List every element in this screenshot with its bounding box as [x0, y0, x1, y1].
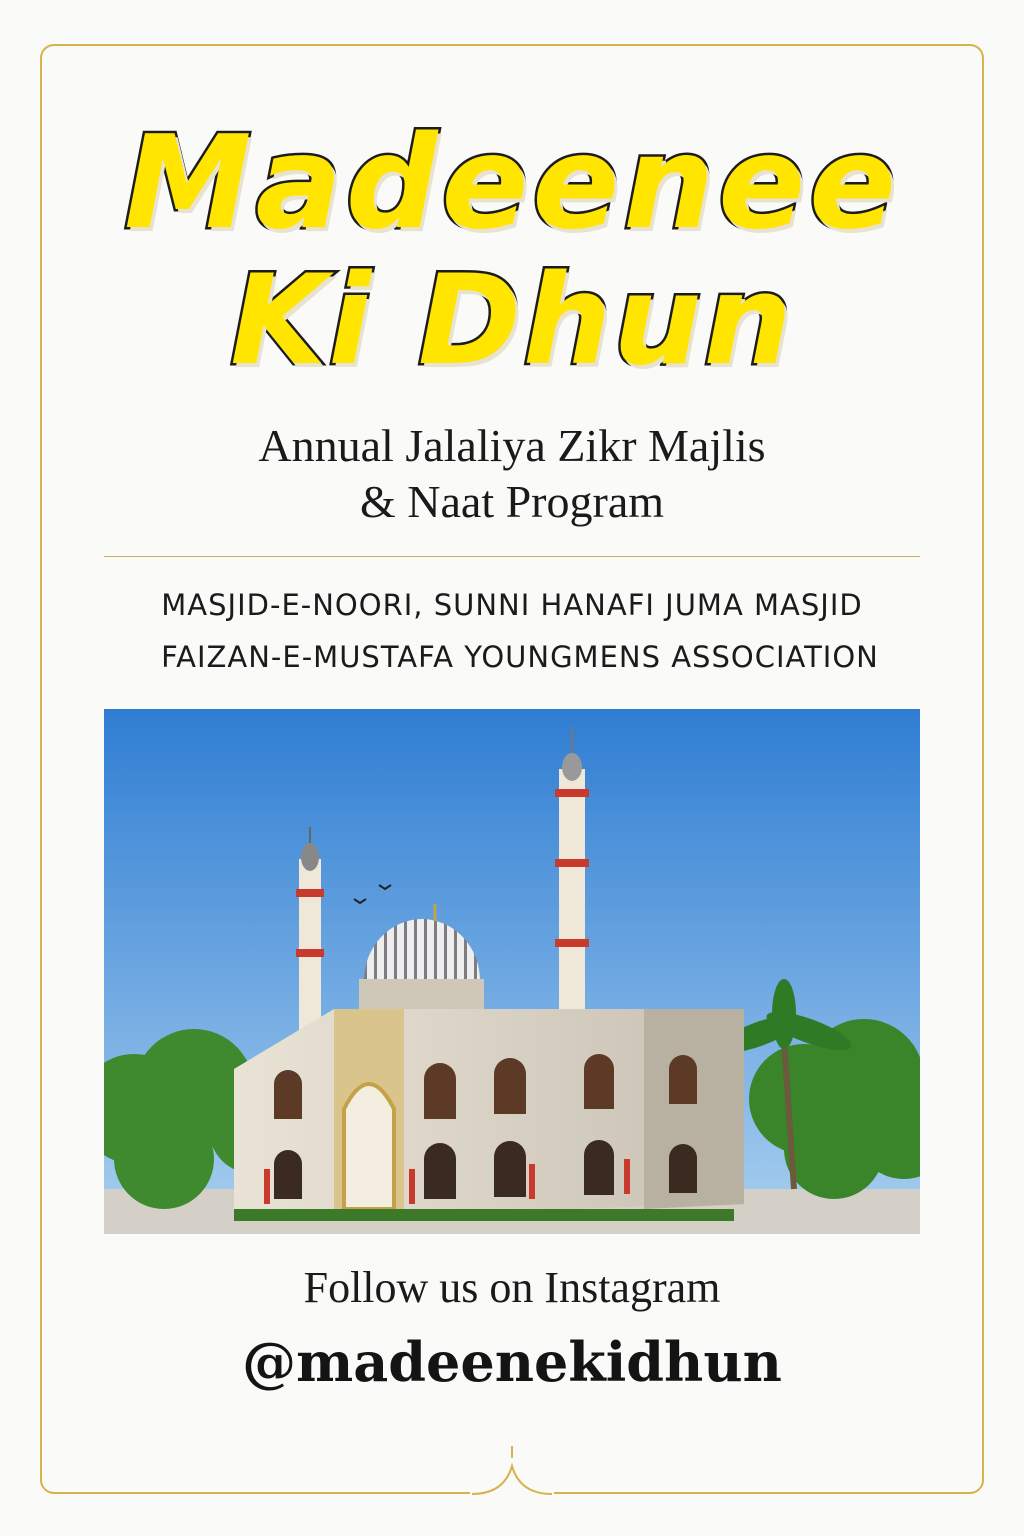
organizer-line1: MASJID-E-NOORI, SUNNI HANAFI JUMA MASJID [161, 588, 863, 622]
follow-instagram-text: Follow us on Instagram [303, 1263, 721, 1312]
event-subtitle-line1: Annual Jalaliya Zikr Majlis [258, 420, 766, 471]
poster-title-line1: Madeenee [124, 109, 900, 258]
organizer-line2: FAIZAN-E-MUSTAFA YOUNGMENS ASSOCIATION [161, 640, 879, 674]
instagram-handle: @madeenekidhun [242, 1330, 782, 1394]
poster-title-line2: Ki Dhun [230, 249, 794, 393]
event-subtitle-line2: & Naat Program [359, 476, 665, 527]
divider-line [104, 556, 920, 557]
mosque-image [104, 709, 920, 1234]
